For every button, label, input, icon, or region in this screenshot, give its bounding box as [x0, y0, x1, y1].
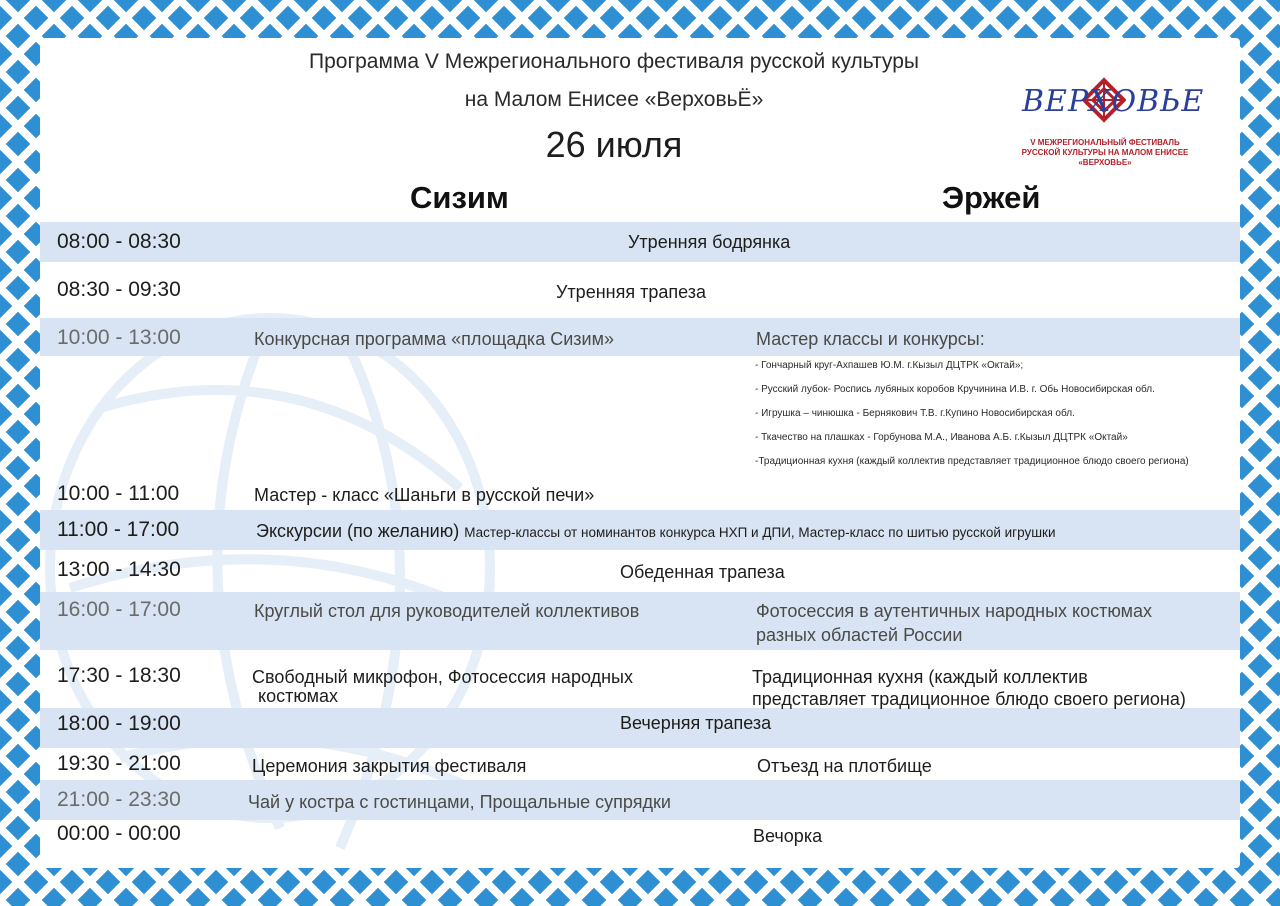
program-title: Программа V Межрегионального фестиваля русской культуры — [309, 50, 919, 73]
row-activity: Обеденная трапеза — [620, 562, 785, 582]
row-activity-sizim-cont: костюмах — [258, 686, 339, 706]
program-subtitle: на Малом Енисее «ВерховьЁ» — [464, 88, 764, 111]
masterclass-detail: -Традиционная кухня (каждый коллектив представляет традиционное блюдо своего региона) — [755, 456, 1189, 467]
program-date: 26 июля — [545, 124, 683, 165]
column-heading-erzhey: Эржей — [942, 180, 1041, 215]
row-time: 13:00 - 14:30 — [57, 558, 181, 581]
row-activity-sizim: Конкурсная программа «площадка Сизим» — [254, 329, 614, 349]
row-time: 16:00 - 17:00 — [57, 598, 181, 621]
row-activity-sizim: Чай у костра с гостинцами, Прощальные супрядки — [248, 792, 671, 812]
row-band — [40, 318, 1240, 356]
row-time: 10:00 - 13:00 — [57, 326, 181, 349]
row-time: 18:00 - 19:00 — [57, 712, 181, 735]
row-activity: Утренняя бодрянка — [628, 232, 791, 252]
logo-wordmark: ВЕРХОВЬЕ — [1022, 84, 1205, 119]
row-time: 08:00 - 08:30 — [57, 230, 181, 253]
row-time: 19:30 - 21:00 — [57, 752, 181, 775]
row-time: 11:00 - 17:00 — [57, 518, 180, 541]
row-activity-erzhey: Фотосессия в аутентичных народных костюмах — [756, 601, 1153, 621]
row-activity-sizim — [256, 521, 1056, 542]
row-activity-sizim: Мастер - класс «Шаньги в русской печи» — [254, 485, 595, 505]
row-activity-erzhey: Мастер классы и конкурсы: — [756, 329, 985, 349]
column-heading-sizim: Сизим — [410, 180, 509, 215]
row-time: 10:00 - 11:00 — [57, 482, 180, 505]
row-time: 00:00 - 00:00 — [57, 822, 181, 845]
row-activity-sizim: Свободный микрофон, Фотосессия народных — [252, 667, 633, 687]
row-activity-erzhey: Отъезд на плотбище — [757, 756, 932, 776]
row-activity-erzhey-cont: разных областей России — [756, 625, 963, 645]
row-activity-erzhey: Традиционная кухня (каждый коллектив — [752, 667, 1088, 687]
excursions-extra: Мастер-классы от номинантов конкурса НХП и ДПИ, Мастер-класс по шитью русской игрушки — [464, 525, 1056, 540]
row-activity-erzhey-cont: представляет традиционное блюдо своего региона) — [752, 689, 1186, 709]
row-activity-sizim: Круглый стол для руководителей коллективов — [254, 601, 640, 621]
row-activity-erzhey: Вечорка — [753, 826, 823, 846]
row-time: 17:30 - 18:30 — [57, 664, 181, 687]
masterclass-detail: - Гончарный круг-Ахпашев Ю.М. г.Кызыл ДЦТРК «Октай»; — [755, 360, 1024, 371]
row-activity: Утренняя трапеза — [556, 282, 706, 302]
row-time: 08:30 - 09:30 — [57, 278, 181, 301]
row-activity: Вечерняя трапеза — [620, 713, 772, 733]
row-time: 21:00 - 23:30 — [57, 788, 181, 811]
festival-logo — [1000, 72, 1210, 167]
row-activity-sizim: Церемония закрытия фестиваля — [252, 756, 527, 776]
logo-caption-line2: РУССКОЙ КУЛЬТУРЫ НА МАЛОМ ЕНИСЕЕ «ВЕРХОВЬЕ» — [1021, 148, 1189, 167]
excursions-label: Экскурсии (по желанию) — [256, 521, 460, 541]
logo-caption-line1: V МЕЖРЕГИОНАЛЬНЫЙ ФЕСТИВАЛЬ — [1030, 138, 1180, 147]
masterclass-detail: - Ткачество на плашках - Горбунова М.А., Иванова А.Б. г.Кызыл ДЦТРК «Октай» — [755, 432, 1128, 443]
masterclass-detail: - Игрушка – чинюшка - Бернякович Т.В. г.Купино Новосибирская обл. — [755, 408, 1075, 419]
masterclass-detail: - Русский лубок- Роспись лубяных коробов Кручинина И.В. г. Обь Новосибирская обл. — [755, 384, 1155, 395]
